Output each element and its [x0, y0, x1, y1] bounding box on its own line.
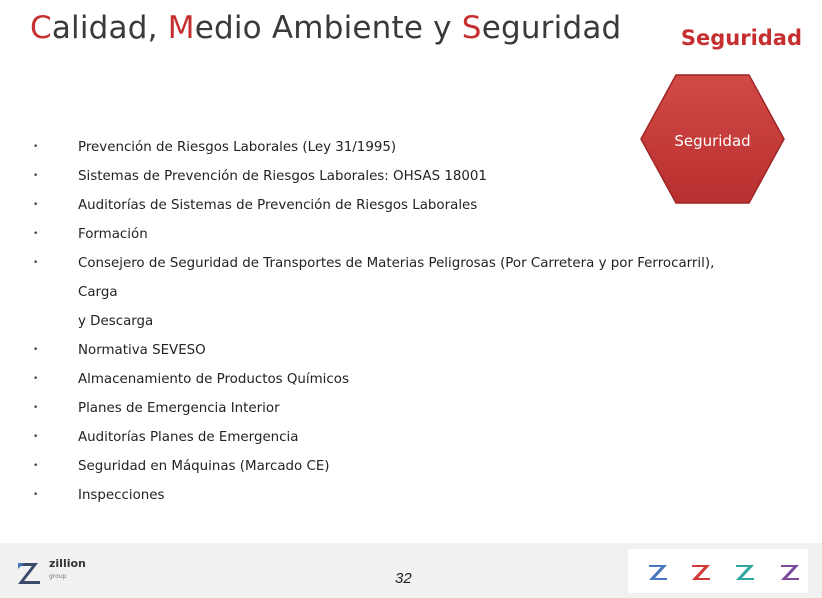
title-part-1: alidad,: [51, 10, 168, 46]
list-item: [33, 162, 753, 191]
page-title: [30, 10, 621, 46]
bullet-marker: •: [33, 490, 39, 500]
list-item-text: Formación: [78, 227, 148, 242]
bullet-marker: •: [33, 461, 39, 471]
zillion-logo: [14, 553, 104, 591]
list-item: [33, 249, 753, 307]
section-title: Seguridad: [680, 26, 802, 50]
list-item: [33, 133, 753, 162]
list-item-text: Almacenamiento de Productos Químicos: [78, 372, 349, 387]
bullet-marker: •: [33, 345, 39, 355]
bullet-marker: •: [33, 200, 39, 210]
list-item: [33, 191, 753, 220]
footer-logo-strip: [628, 549, 808, 593]
bullet-marker: •: [33, 374, 39, 384]
z-logo-icon: [14, 557, 44, 587]
list-item-text: Planes de Emergencia Interior: [78, 401, 280, 416]
title-initial-1: C: [30, 10, 52, 46]
title-part-2: edio Ambiente y: [194, 10, 462, 46]
list-item: [33, 423, 753, 452]
list-item-text: Auditorías Planes de Emergencia: [78, 430, 299, 445]
bullet-marker: •: [33, 142, 39, 152]
list-item: [33, 394, 753, 423]
bullet-marker: •: [33, 171, 39, 181]
list-item-continuation: [33, 307, 753, 336]
list-item-text: Consejero de Seguridad de Transportes de Materias Peligrosas (Por Carretera y por Ferrocarril), Carga: [78, 256, 715, 300]
title-initial-3: S: [461, 10, 482, 46]
bullet-list: [33, 133, 753, 510]
list-item-text: Auditorías de Sistemas de Prevención de Riesgos Laborales: [78, 198, 478, 213]
hexagon-label: Seguridad: [674, 132, 751, 150]
bullet-marker: •: [33, 258, 39, 268]
list-item: [33, 336, 753, 365]
logo-subtext: group: [49, 573, 67, 580]
z-logo-red-icon: [691, 563, 711, 581]
z-logo-blue-icon: [648, 563, 668, 581]
bullet-marker: •: [33, 403, 39, 413]
list-item: [33, 481, 753, 510]
title-initial-2: M: [167, 10, 195, 46]
slide-footer: [0, 543, 822, 598]
list-item-text: y Descarga: [78, 314, 154, 329]
bullet-marker: •: [33, 229, 39, 239]
z-logo-purple-icon: [780, 563, 800, 581]
list-item: [33, 220, 753, 249]
list-item-text: Sistemas de Prevención de Riesgos Laborales: OHSAS 18001: [78, 169, 487, 184]
title-part-3: eguridad: [481, 10, 622, 46]
page-number: 32: [395, 570, 412, 587]
list-item-text: Inspecciones: [78, 488, 165, 503]
z-logo-teal-icon: [735, 563, 755, 581]
list-item-text: Prevención de Riesgos Laborales (Ley 31/1995): [78, 140, 397, 155]
list-item: [33, 365, 753, 394]
logo-text: zillion: [49, 557, 86, 570]
list-item-text: Normativa SEVESO: [78, 343, 206, 358]
bullet-marker: •: [33, 432, 39, 442]
list-item: [33, 452, 753, 481]
list-item-text: Seguridad en Máquinas (Marcado CE): [78, 459, 330, 474]
